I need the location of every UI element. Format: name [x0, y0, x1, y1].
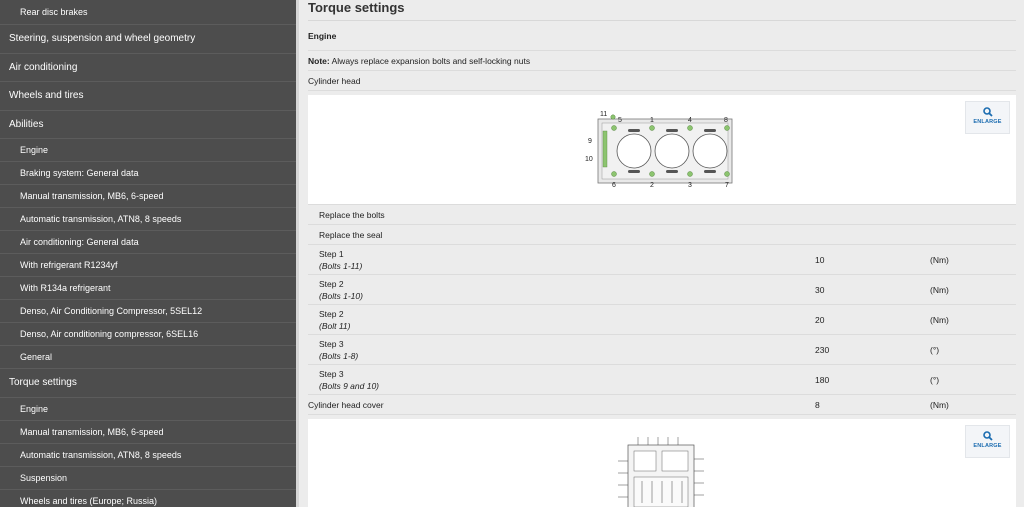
sidebar-item-torque-wheels-tires[interactable]: Wheels and tires (Europe; Russia): [0, 490, 296, 507]
replace-bolts-text: Replace the bolts: [319, 209, 385, 220]
table-row: [308, 275, 1016, 305]
sidebar-item-wheels-tires[interactable]: Wheels and tires: [0, 82, 296, 111]
sidebar-item-automatic-transmission[interactable]: Automatic transmission, ATN8, 8 speeds: [0, 208, 296, 231]
note-row: [308, 51, 1016, 71]
step-label: Step 3: [319, 338, 344, 349]
panel-divider: [296, 0, 299, 507]
step-value: 30: [815, 284, 825, 295]
step-sub: (Bolt 11): [319, 320, 351, 331]
cylinder-head-figure: [308, 95, 1016, 205]
sidebar-item-torque-settings[interactable]: Torque settings: [0, 369, 296, 398]
cylinder-head-cover-diagram: [608, 431, 718, 507]
step-label: Step 2: [319, 278, 344, 289]
step-sub: (Bolts 1-10): [319, 290, 363, 301]
bolt-label-8: 8: [724, 117, 728, 124]
cylinder-head-row: [308, 71, 1016, 91]
sidebar-item-compressor-6sel16[interactable]: Denso, Air conditioning compressor, 6SEL16: [0, 323, 296, 346]
note-body: Always replace expansion bolts and self-locking nuts: [329, 55, 531, 66]
step-unit: (°): [930, 344, 940, 355]
sidebar-item-ac-general[interactable]: Air conditioning: General data: [0, 231, 296, 254]
cylinder-head-label: Cylinder head: [308, 75, 361, 86]
sidebar-item-steering[interactable]: Steering, suspension and wheel geometry: [0, 25, 296, 54]
bolt-label-10: 10: [585, 156, 593, 163]
step-value: 180: [815, 374, 830, 385]
step-unit: (Nm): [930, 254, 949, 265]
enlarge-button-cover[interactable]: [965, 425, 1010, 458]
sidebar-item-r1234yf[interactable]: With refrigerant R1234yf: [0, 254, 296, 277]
bolt-label-2: 2: [650, 182, 654, 189]
sidebar-item-air-conditioning[interactable]: Air conditioning: [0, 54, 296, 83]
magnifier-icon: [983, 107, 993, 117]
step-value: 20: [815, 314, 825, 325]
table-row: [308, 305, 1016, 335]
sidebar-item-torque-manual-transmission[interactable]: Manual transmission, MB6, 6-speed: [0, 421, 296, 444]
cylinder-head-diagram: [584, 109, 744, 199]
replace-seal-text: Replace the seal: [319, 229, 383, 240]
bolt-label-5: 5: [618, 117, 622, 124]
cover-value: 8: [815, 399, 820, 410]
bolt-label-6: 6: [612, 182, 616, 189]
step-label: Step 3: [319, 368, 344, 379]
step-value: 10: [815, 254, 825, 265]
section-heading-row: [308, 21, 1016, 51]
sidebar-item-manual-transmission[interactable]: Manual transmission, MB6, 6-speed: [0, 185, 296, 208]
sidebar-item-compressor-5sel12[interactable]: Denso, Air Conditioning Compressor, 5SEL12: [0, 300, 296, 323]
bolt-label-11: 11: [600, 111, 608, 118]
bolt-label-7: 7: [725, 182, 729, 189]
enlarge-button[interactable]: [965, 101, 1010, 134]
magnifier-icon: [983, 431, 993, 441]
cylinder-head-cover-figure: [308, 419, 1016, 507]
replace-bolts-row: [308, 205, 1016, 225]
cylinder-head-cover-row: [308, 395, 1016, 415]
step-label: Step 1: [319, 248, 344, 259]
enlarge-label: ENLARGE: [973, 119, 1002, 125]
note-label: Note:: [308, 55, 330, 66]
cover-unit: (Nm): [930, 399, 949, 410]
page-title: Torque settings: [308, 0, 1016, 21]
section-heading: Engine: [308, 30, 337, 41]
table-row: [308, 365, 1016, 395]
sidebar-item-torque-engine[interactable]: Engine: [0, 398, 296, 421]
sidebar-item-abilities-engine[interactable]: Engine: [0, 139, 296, 162]
bolt-label-1: 1: [650, 117, 654, 124]
bolt-label-3: 3: [688, 182, 692, 189]
bolt-label-9: 9: [588, 138, 592, 145]
sidebar-item-r134a[interactable]: With R134a refrigerant: [0, 277, 296, 300]
note-text: [308, 56, 530, 66]
sidebar-item-braking-system[interactable]: Braking system: General data: [0, 162, 296, 185]
enlarge-label: ENLARGE: [973, 443, 1002, 449]
step-sub: (Bolts 9 and 10): [319, 380, 380, 391]
step-unit: (Nm): [930, 314, 949, 325]
step-label: Step 2: [319, 308, 344, 319]
table-row: [308, 245, 1016, 275]
step-unit: (Nm): [930, 284, 949, 295]
cover-label: Cylinder head cover: [308, 399, 384, 410]
step-sub: (Bolts 1-11): [319, 260, 363, 271]
step-unit: (°): [930, 374, 940, 385]
sidebar-item-general[interactable]: General: [0, 346, 296, 369]
sidebar-item-torque-suspension[interactable]: Suspension: [0, 467, 296, 490]
content: [308, 0, 1016, 507]
sidebar-item-rear-disc-brakes[interactable]: Rear disc brakes: [0, 0, 296, 25]
replace-seal-row: [308, 225, 1016, 245]
sidebar: [0, 0, 296, 507]
step-sub: (Bolts 1-8): [319, 350, 359, 361]
step-value: 230: [815, 344, 830, 355]
sidebar-item-abilities[interactable]: Abilities: [0, 111, 296, 140]
bolt-label-4: 4: [688, 117, 692, 124]
table-row: [308, 335, 1016, 365]
sidebar-item-torque-automatic-transmission[interactable]: Automatic transmission, ATN8, 8 speeds: [0, 444, 296, 467]
